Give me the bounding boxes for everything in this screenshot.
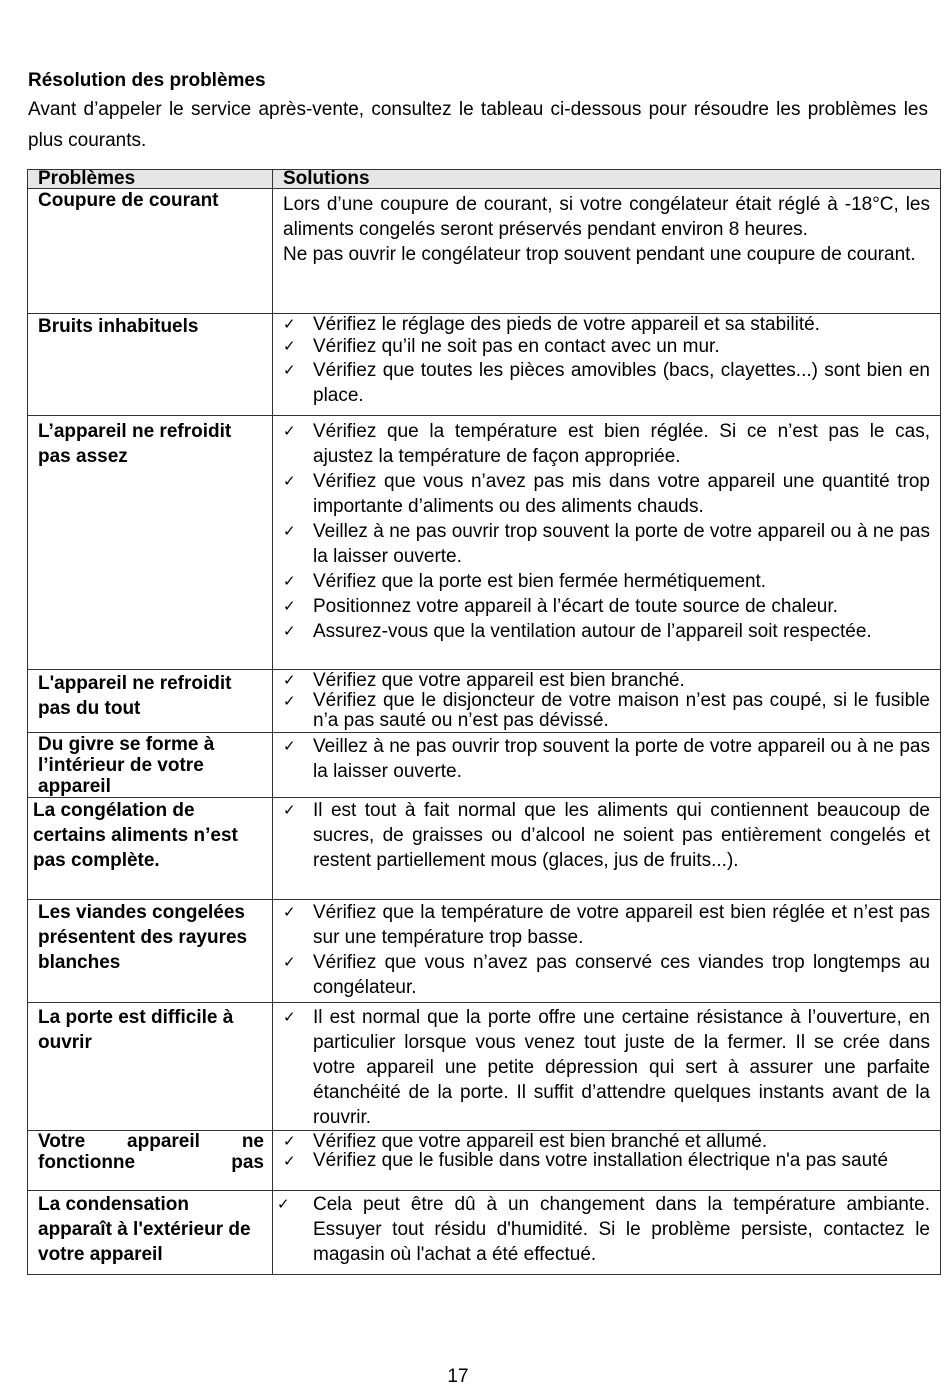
solution-text: Il est normal que la porte offre une certaine résistance à l’ouverture, en particulier lorsque vous venez tout juste de la fermer. Il se crée dans votre appareil une petite dépression qui sert à assurer une parfaite étanchéité de la porte. Il suffit d’attendre quelques instants avant de la rouvrir. (313, 1007, 930, 1128)
solution-item (283, 335, 930, 358)
solution-item (283, 619, 930, 644)
problem-cell (28, 1003, 273, 1131)
solution-item (283, 734, 930, 784)
problem-cell (28, 900, 273, 1003)
check-icon: ✓ (283, 337, 296, 355)
solution-item (283, 569, 930, 594)
table-row (28, 900, 941, 1003)
check-icon: ✓ (283, 1132, 296, 1150)
solution-item (283, 670, 930, 691)
solution-cell (273, 1131, 941, 1191)
solution-cell (273, 314, 941, 416)
check-icon: ✓ (283, 1152, 296, 1170)
problem-text: L'appareil ne refroidit pas du tout (38, 673, 232, 719)
solution-text: Vérifiez que vous n’avez pas conservé ces viandes trop longtemps au congélateur. (313, 952, 930, 998)
solution-text: Vérifiez que la porte est bien fermée hermétiquement. (313, 571, 767, 592)
solution-item (283, 358, 930, 408)
check-icon: ✓ (277, 1195, 290, 1213)
solution-cell (273, 733, 941, 798)
problem-text: Du givre se forme à l’intérieur de votre appareil (38, 734, 215, 797)
problem-text: L’appareil ne refroidit pas assez (38, 421, 232, 467)
solution-item (283, 594, 930, 619)
solution-item (283, 519, 930, 569)
table-row (28, 189, 941, 314)
problem-cell (28, 1131, 273, 1191)
solution-item (283, 1005, 930, 1130)
solution-item (283, 1152, 938, 1170)
solution-item (283, 691, 930, 731)
table-row (28, 1191, 941, 1275)
solution-text: Vérifiez que vous n’avez pas mis dans votre appareil une quantité trop importante d’aliments ou des aliments chauds. (313, 471, 930, 517)
header-solutions: Solutions (273, 170, 941, 189)
problem-text: La porte est difficile à ouvrir (38, 1007, 234, 1053)
problem-cell (28, 733, 273, 798)
check-icon: ✓ (283, 597, 296, 615)
check-icon: ✓ (283, 692, 296, 710)
solution-text: Vérifiez que la température est bien réglée. Si ce n’est pas le cas, ajustez la température de façon appropriée. (313, 421, 930, 467)
solution-text: Vérifiez que le disjoncteur de votre maison n’est pas coupé, si le fusible n’a pas sauté ou n’est pas dévissé. (313, 690, 930, 731)
solution-cell (273, 900, 941, 1003)
solution-text: Vérifiez que la température de votre appareil est bien réglée et n’est pas sur une température trop basse. (313, 902, 930, 948)
problem-cell (28, 189, 273, 314)
troubleshooting-table (27, 169, 941, 1275)
solution-text: Veillez à ne pas ouvrir trop souvent la porte de votre appareil ou à ne pas la laisser ouverte. (313, 736, 930, 782)
problem-cell (28, 798, 273, 900)
check-icon: ✓ (283, 953, 296, 971)
check-icon: ✓ (283, 671, 296, 689)
check-icon: ✓ (283, 801, 296, 819)
solution-item (283, 950, 930, 1000)
problem-text: Coupure de courant (38, 190, 219, 211)
solution-text: Vérifiez que le fusible dans votre installation électrique n'a pas sauté (313, 1150, 889, 1171)
problem-cell (28, 416, 273, 670)
solution-text: Il est tout à fait normal que les aliments qui contiennent beaucoup de sucres, de graisses ou d’alcool ne soient pas entièrement congelés et restent partiellement mous (glaces, jus de fruits...). (313, 800, 930, 871)
problem-text: Bruits inhabituels (38, 316, 199, 337)
check-icon: ✓ (283, 737, 296, 755)
solution-text: Cela peut être dû à un changement dans la température ambiante. Essuyer tout résidu d'humidité. Si le problème persiste, contactez le magasin où l'achat a été effectué. (313, 1194, 930, 1265)
problem-text: Votre appareil ne fonctionne pas (38, 1131, 264, 1173)
solution-item (283, 900, 930, 950)
solution-item (283, 469, 930, 519)
problem-text: La congélation de certains aliments n’est pas complète. (33, 800, 238, 871)
table-row (28, 416, 941, 670)
problem-text: Les viandes congelées présentent des rayures blanches (38, 902, 248, 973)
solution-cell (273, 670, 941, 733)
solution-cell (273, 1191, 941, 1275)
solution-text: Vérifiez le réglage des pieds de votre appareil et sa stabilité. (313, 314, 820, 335)
table-row (28, 670, 941, 733)
page-number: 17 (447, 1366, 469, 1387)
solution-cell (273, 1003, 941, 1131)
solution-item (283, 314, 930, 335)
table-row (28, 798, 941, 900)
solution-paragraph: Lors d’une coupure de courant, si votre congélateur était réglé à -18°C, les aliments congelés seront préservés pendant environ 8 heures. (283, 194, 930, 240)
solution-item (283, 798, 930, 873)
check-icon: ✓ (283, 572, 296, 590)
table-row (28, 1131, 941, 1191)
solution-cell (273, 416, 941, 670)
solution-item (277, 1192, 930, 1267)
table-header-row (28, 170, 941, 189)
solution-text: Assurez-vous que la ventilation autour de l’appareil soit respectée. (313, 621, 872, 642)
intro-paragraph: Avant d’appeler le service après-vente, consultez le tableau ci-dessous pour résoudre les problèmes les plus courants. (28, 99, 928, 151)
solution-text: Veillez à ne pas ouvrir trop souvent la porte de votre appareil ou à ne pas la laisser ouverte. (313, 521, 930, 567)
solution-cell (273, 798, 941, 900)
check-icon: ✓ (283, 1008, 296, 1026)
problem-text: La condensation apparaît à l'extérieur de votre appareil (38, 1194, 251, 1265)
check-icon: ✓ (283, 422, 296, 440)
check-icon: ✓ (283, 622, 296, 640)
table-row (28, 314, 941, 416)
solution-cell (273, 189, 941, 314)
check-icon: ✓ (283, 361, 296, 379)
solution-text: Vérifiez que toutes les pièces amovibles (bacs, clayettes...) sont bien en place. (313, 360, 930, 406)
table-row (28, 1003, 941, 1131)
solution-paragraph: Ne pas ouvrir le congélateur trop souvent pendant une coupure de courant. (283, 244, 916, 265)
solution-text: Vérifiez que votre appareil est bien branché. (313, 670, 685, 691)
check-icon: ✓ (283, 903, 296, 921)
section-title: Résolution des problèmes (28, 70, 266, 91)
check-icon: ✓ (283, 315, 296, 333)
table-row (28, 733, 941, 798)
problem-cell (28, 1191, 273, 1275)
header-problems: Problèmes (28, 170, 273, 189)
check-icon: ✓ (283, 472, 296, 490)
check-icon: ✓ (283, 522, 296, 540)
problem-cell (28, 670, 273, 733)
solution-item (283, 419, 930, 469)
solution-text: Positionnez votre appareil à l’écart de toute source de chaleur. (313, 596, 838, 617)
solution-text: Vérifiez qu’il ne soit pas en contact avec un mur. (313, 336, 720, 357)
solution-item (283, 1131, 938, 1152)
solution-text: Vérifiez que votre appareil est bien branché et allumé. (313, 1131, 768, 1152)
problem-cell (28, 314, 273, 416)
